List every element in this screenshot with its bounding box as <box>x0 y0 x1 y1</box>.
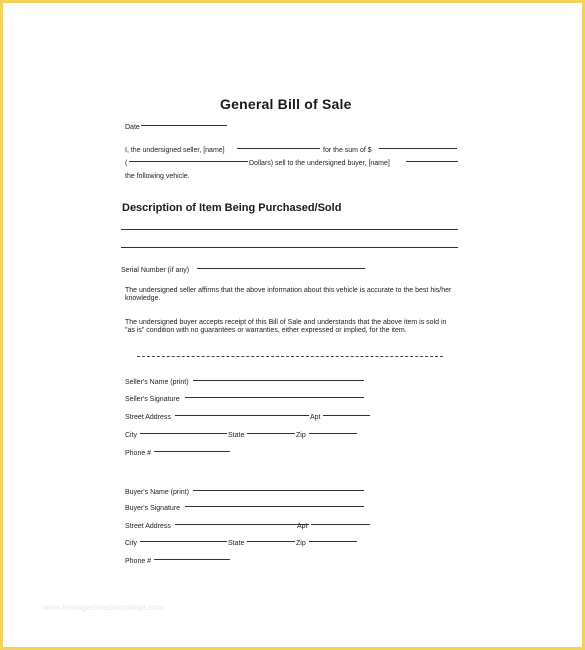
buyer-zip-field[interactable] <box>309 541 357 542</box>
seller-signature-field[interactable] <box>185 397 364 398</box>
dollars-label: Dollars) sell to the undersigned buyer, [name] <box>249 160 390 167</box>
buyer-city-field[interactable] <box>140 541 227 542</box>
serial-label: Serial Number (if any) <box>121 267 190 274</box>
open-paren: ( <box>125 160 128 167</box>
date-label: Date <box>125 124 140 131</box>
seller-zip-field[interactable] <box>309 433 357 434</box>
date-field[interactable] <box>141 125 227 126</box>
seller-apt-field[interactable] <box>323 415 370 416</box>
buyer-acceptance: The undersigned buyer accepts receipt of this Bill of Sale and understands that the above item is sold in "as is" condition with no guarantees or warranties, either expressed or implied, for the item. <box>125 319 447 334</box>
buyer-signature-label: Buyer's Signature <box>125 505 181 512</box>
seller-state-field[interactable] <box>247 433 295 434</box>
description-line-1[interactable] <box>121 229 458 230</box>
buyer-state-label: State <box>228 540 245 547</box>
seller-name-field[interactable] <box>237 148 320 149</box>
seller-phone-field[interactable] <box>154 451 230 452</box>
sum-label: for the sum of $ <box>323 147 372 154</box>
seller-name-label: Seller's Name (print) <box>125 379 189 386</box>
sum-field[interactable] <box>379 148 457 149</box>
serial-field[interactable] <box>197 268 365 269</box>
dollars-words-field[interactable] <box>129 161 248 162</box>
buyer-signature-field[interactable] <box>185 506 364 507</box>
watermark-text: www.heritagechristiancollege.com <box>43 603 164 612</box>
buyer-phone-field[interactable] <box>154 559 230 560</box>
seller-phone-label: Phone # <box>125 450 152 457</box>
description-heading: Description of Item Being Purchased/Sold <box>122 202 342 214</box>
seller-city-label: City <box>125 432 138 439</box>
buyer-name-print-field[interactable] <box>193 490 364 491</box>
seller-city-field[interactable] <box>140 433 227 434</box>
buyer-street-field[interactable] <box>175 524 309 525</box>
buyer-apt-label: Apt <box>297 523 308 530</box>
vehicle-label: the following vehicle. <box>125 173 190 180</box>
buyer-zip-label: Zip <box>296 540 306 547</box>
description-line-2[interactable] <box>121 247 458 248</box>
cut-line <box>137 356 443 357</box>
buyer-apt-field[interactable] <box>311 524 370 525</box>
buyer-phone-label: Phone # <box>125 558 152 565</box>
seller-street-field[interactable] <box>175 415 309 416</box>
buyer-name-inline-field[interactable] <box>406 161 458 162</box>
buyer-street-label: Street Address <box>125 523 171 530</box>
page-title: General Bill of Sale <box>220 96 352 112</box>
seller-affirmation: The undersigned seller affirms that the above information about this vehicle is accurate to the best his/her knowledge. <box>125 287 452 302</box>
buyer-name-label: Buyer's Name (print) <box>125 489 189 496</box>
seller-name-print-field[interactable] <box>193 380 364 381</box>
buyer-state-field[interactable] <box>247 541 295 542</box>
seller-intro-label: I, the undersigned seller, [name] <box>125 147 225 154</box>
buyer-city-label: City <box>125 540 138 547</box>
seller-apt-label: Apt <box>310 414 321 421</box>
seller-street-label: Street Address <box>125 414 171 421</box>
seller-zip-label: Zip <box>296 432 306 439</box>
seller-signature-label: Seller's Signature <box>125 396 180 403</box>
seller-state-label: State <box>228 432 245 439</box>
